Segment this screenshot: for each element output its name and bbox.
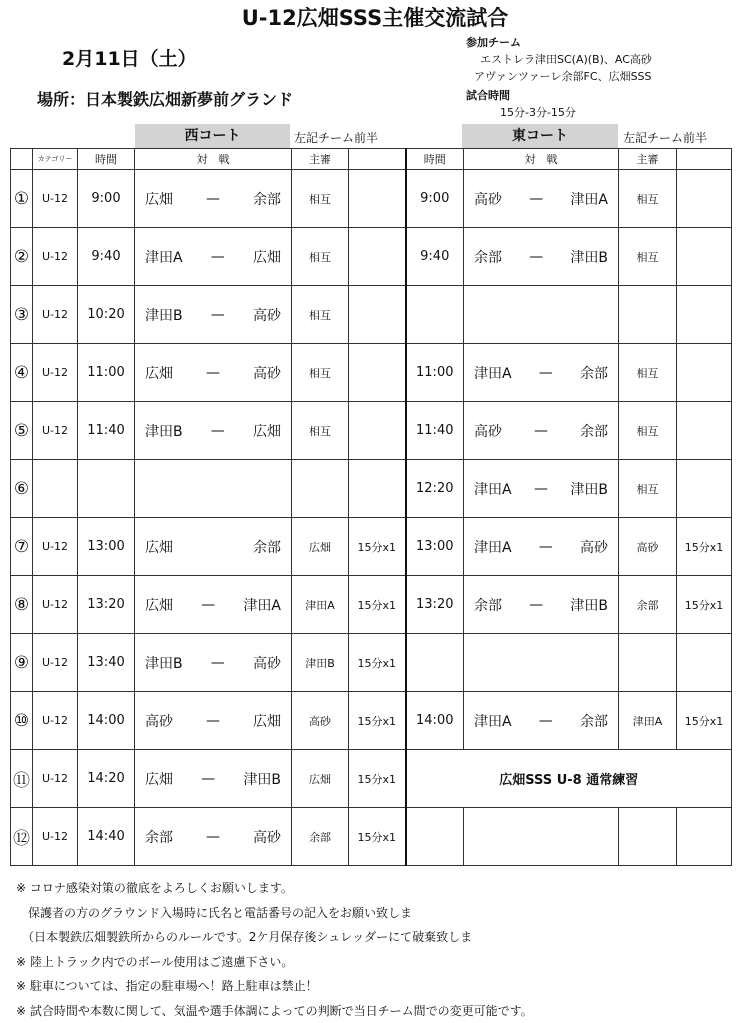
west-match [135,402,292,460]
vs-dash: — [206,829,220,845]
header-time-east: 時間 [406,149,464,170]
category: U-12 [33,692,78,750]
match-number: ⑨ [11,634,33,692]
west-time: 10:20 [78,286,135,344]
table-row [11,518,732,576]
west-referee: 相互 [292,170,349,228]
west-match [135,634,292,692]
team-a: 余部 [145,827,173,847]
east-court-header: 東コート [462,124,618,148]
west-time: 13:00 [78,518,135,576]
team-b: 津田A [243,595,281,615]
west-referee: 余部 [292,808,349,866]
team-a: 余部 [474,247,502,267]
west-court-note: 左記チーム前半 [294,129,378,146]
west-match [135,750,292,808]
west-match [135,808,292,866]
venue: 場所：日本製鉄広畑新夢前グランド [37,87,293,110]
west-time: 9:00 [78,170,135,228]
team-a: 津田B [145,305,183,325]
west-time: 11:40 [78,402,135,460]
vs-dash: — [534,423,548,439]
east-duration: 15分x1 [677,518,732,576]
match-number: ⑪ [11,750,33,808]
east-time: 9:00 [406,170,464,228]
participants-label: 参加チーム [466,36,521,50]
vs-dash: — [529,191,543,207]
east-match [464,402,619,460]
west-match [135,170,292,228]
schedule-table [10,148,731,872]
vs-dash: — [211,249,225,265]
header-duration-east [677,149,732,170]
west-time [78,460,135,518]
category: U-12 [33,402,78,460]
team-b: 余部 [580,363,608,383]
header-referee: 主審 [292,149,349,170]
table-row [11,576,732,634]
west-duration: 15分x1 [349,692,406,750]
match-time-label: 試合時間 [466,89,510,103]
west-time: 13:40 [78,634,135,692]
team-a: 高砂 [145,711,173,731]
participants-line-1: エストレラ津田SC(A)(B)、AC高砂 [480,53,652,67]
west-time: 14:40 [78,808,135,866]
category: U-12 [33,634,78,692]
team-a: 広畑 [145,363,173,383]
team-a: 広畑 [145,537,173,557]
west-time: 14:00 [78,692,135,750]
note-line: 保護者の方のグラウンド入場時に氏名と電話番号の記入をお願い致しま [16,901,736,926]
west-match [135,344,292,402]
west-referee: 相互 [292,402,349,460]
table-row [11,344,732,402]
table-row [11,808,732,866]
team-b: 余部 [580,711,608,731]
header-time: 時間 [78,149,135,170]
table-row [11,402,732,460]
match-number: ② [11,228,33,286]
team-b: 津田B [570,479,608,499]
vs-dash: — [211,655,225,671]
east-match [464,170,619,228]
vs-dash: — [201,597,215,613]
team-b: 津田B [570,595,608,615]
east-match [464,576,619,634]
east-match [464,518,619,576]
category: U-12 [33,750,78,808]
west-duration [349,170,406,228]
note-line: ※ 駐車については、指定の駐車場へ！路上駐車は禁止！ [16,974,736,999]
match-number: ⑩ [11,692,33,750]
west-referee: 相互 [292,228,349,286]
match-number: ⑫ [11,808,33,866]
east-match [464,692,619,750]
team-b: 広畑 [253,711,281,731]
east-time [406,634,464,692]
east-time: 11:00 [406,344,464,402]
east-duration [677,344,732,402]
east-referee [619,634,677,692]
category: U-12 [33,286,78,344]
east-referee: 相互 [619,402,677,460]
west-duration [349,286,406,344]
west-referee [292,460,349,518]
east-time: 12:20 [406,460,464,518]
team-b: 広畑 [253,421,281,441]
west-match [135,228,292,286]
note-line: ※ コロナ感染対策の徹底をよろしくお願いします。 [16,876,736,901]
table-row [11,634,732,692]
east-duration [677,286,732,344]
header-duration [349,149,406,170]
team-b: 津田B [243,769,281,789]
team-a: 津田A [474,537,512,557]
team-a: 津田A [474,711,512,731]
team-a: 広畑 [145,189,173,209]
east-match [464,286,619,344]
west-time: 11:00 [78,344,135,402]
east-time: 13:20 [406,576,464,634]
west-match [135,692,292,750]
match-number: ⑤ [11,402,33,460]
table-row [11,750,732,808]
vs-dash: — [206,713,220,729]
east-time [406,808,464,866]
west-court-header: 西コート [135,124,290,148]
team-b: 津田A [570,189,608,209]
west-duration [349,460,406,518]
west-duration [349,344,406,402]
east-match [464,808,619,866]
page-title: U-12広畑SSS主催交流試合 [0,2,750,32]
east-duration [677,170,732,228]
match-number: ③ [11,286,33,344]
west-duration: 15分x1 [349,750,406,808]
team-b: 高砂 [580,537,608,557]
west-referee: 津田B [292,634,349,692]
team-a: 広畑 [145,769,173,789]
east-match [464,344,619,402]
match-number: ④ [11,344,33,402]
vs-dash: — [529,597,543,613]
table-row [11,228,732,286]
match-number: ⑦ [11,518,33,576]
east-duration [677,228,732,286]
west-referee: 相互 [292,344,349,402]
vs-dash: — [211,307,225,323]
east-referee: 相互 [619,344,677,402]
west-time: 13:20 [78,576,135,634]
category: U-12 [33,344,78,402]
team-b: 津田B [570,247,608,267]
team-b: 高砂 [253,363,281,383]
event-date: 2月11日（土） [62,44,197,71]
team-a: 津田A [145,247,183,267]
west-time: 14:20 [78,750,135,808]
east-time [406,286,464,344]
note-line: ※ 陸上トラック内でのボール使用はご遠慮下さい。 [16,950,736,975]
vs-dash: — [206,365,220,381]
team-a: 津田A [474,363,512,383]
east-referee: 相互 [619,460,677,518]
east-referee: 相互 [619,228,677,286]
east-referee: 相互 [619,170,677,228]
vs-dash: — [534,481,548,497]
team-a: 津田B [145,653,183,673]
notes [16,876,736,1023]
vs-dash: — [211,423,225,439]
team-b: 高砂 [253,653,281,673]
header-match-east: 対 戦 [464,149,619,170]
category: U-12 [33,170,78,228]
team-a: 高砂 [474,421,502,441]
west-match [135,576,292,634]
category: U-12 [33,518,78,576]
team-a: 高砂 [474,189,502,209]
east-duration [677,634,732,692]
west-referee: 広畑 [292,518,349,576]
team-b: 高砂 [253,305,281,325]
note-line: （日本製鉄広畑製鉄所からのルールです。2ケ月保存後シュレッダーにて破棄致しま [16,925,736,950]
east-time: 14:00 [406,692,464,750]
category: U-12 [33,576,78,634]
team-b: 余部 [253,537,281,557]
west-duration: 15分x1 [349,808,406,866]
east-referee [619,286,677,344]
east-referee [619,808,677,866]
team-b: 余部 [253,189,281,209]
west-duration: 15分x1 [349,518,406,576]
team-a: 広畑 [145,595,173,615]
team-a: 津田A [474,479,512,499]
vs-dash: — [539,713,553,729]
participants-line-2: アヴァンツァーレ余部FC、広畑SSS [474,70,652,84]
east-match [464,460,619,518]
header-referee-east: 主審 [619,149,677,170]
team-b: 高砂 [253,827,281,847]
table-row [11,692,732,750]
west-duration [349,402,406,460]
west-referee: 津田A [292,576,349,634]
category: U-12 [33,228,78,286]
east-duration: 15分x1 [677,692,732,750]
west-match [135,518,292,576]
category: U-12 [33,808,78,866]
east-duration [677,460,732,518]
team-a: 余部 [474,595,502,615]
header-match: 対 戦 [135,149,292,170]
west-match [135,460,292,518]
west-duration: 15分x1 [349,576,406,634]
match-number: ⑥ [11,460,33,518]
vs-dash: — [539,539,553,555]
east-referee: 津田A [619,692,677,750]
east-span-note: 広畑SSS U-8 通常練習 [406,750,732,808]
table-header [11,149,732,170]
west-referee: 相互 [292,286,349,344]
vs-dash: — [539,365,553,381]
team-b: 広畑 [253,247,281,267]
note-line: ※ 試合時間や本数に関して、気温や選手体調によっての判断で当日チーム間での変更可能です。 [16,999,736,1023]
east-court-note: 左記チーム前半 [623,129,707,146]
east-match [464,228,619,286]
east-duration: 15分x1 [677,576,732,634]
team-a: 津田B [145,421,183,441]
west-duration: 15分x1 [349,634,406,692]
table-row [11,286,732,344]
east-time: 11:40 [406,402,464,460]
west-referee: 高砂 [292,692,349,750]
vs-dash: — [201,771,215,787]
west-duration [349,228,406,286]
table-row [11,460,732,518]
east-duration [677,808,732,866]
west-referee: 広畑 [292,750,349,808]
east-match [464,634,619,692]
east-duration [677,402,732,460]
vs-dash: — [206,191,220,207]
match-number: ① [11,170,33,228]
category [33,460,78,518]
match-number: ⑧ [11,576,33,634]
table-row [11,170,732,228]
header-no [11,149,33,170]
east-time: 9:40 [406,228,464,286]
east-time: 13:00 [406,518,464,576]
vs-dash: — [529,249,543,265]
match-time-value: 15分-3分-15分 [500,106,576,120]
team-b: 余部 [580,421,608,441]
west-match [135,286,292,344]
header-category: カテゴリー [33,149,78,170]
west-time: 9:40 [78,228,135,286]
east-referee: 余部 [619,576,677,634]
east-referee: 高砂 [619,518,677,576]
